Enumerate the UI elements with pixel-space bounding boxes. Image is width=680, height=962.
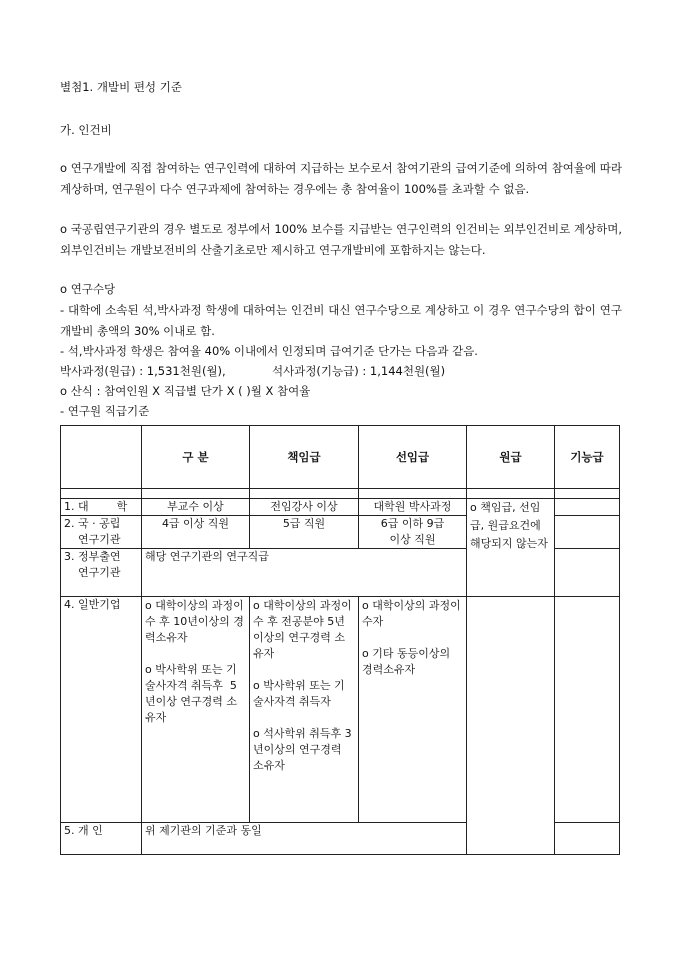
paragraph-participation: o 연구개발에 직접 참여하는 연구인력에 대하여 지급하는 보수로서 참여기관의 급여기준에 의하여 참여율에 따라 계상하며, 연구원이 다수 연구과제에 참여하는 경우에는 총 참여율이 100%를 초과할 수 없음. [60,161,622,196]
allowance-heading: o 연구수당 [60,282,116,296]
row-category: 3. 정부출연 연구기관 [61,549,142,597]
row-span-text: 해당 연구기관의 연구직급 [142,549,467,597]
row-associate-blank [467,597,555,855]
paragraph-external-labor: o 국공립연구기관의 경우 별도로 정부에서 100% 보수를 지급받는 연구인력의 인건비는 외부인건비로 계상하며, 외부인건비는 개발보전비의 산출기초로만 제시하고 연구개발비에 포함하지는 않는다. [60,222,622,257]
row-senior: o 대학이상의 과정이수 후 10년이상의 경력소유자 o 박사학위 또는 기술사자격 취득후 5년이상 연구경력 소유자 [142,597,250,823]
row-category: 5. 개 인 [61,823,142,855]
row-senior: 4급 이상 직원 [142,516,250,549]
row-category: 2. 국 · 공립 연구기관 [61,516,142,549]
row-span-text: 위 제기관의 기준과 동일 [142,823,467,855]
row-technician [555,823,620,855]
header-principal: 선임급 [359,426,467,489]
header-category: 구 분 [142,426,250,489]
row-principal: 5급 직원 [250,516,359,549]
table-row-company [61,597,620,823]
row-associate: 6급 이하 9급 이상 직원 [359,516,467,549]
row-associate: o 대학이상의 과정이수자 o 기타 동등이상의 경력소유자 [359,597,467,823]
paragraph-allowance: - 대학에 소속된 석,박사과정 학생에 대하여는 인건비 대신 연구수당으로 계상하고 이 경우 연구수당의 합이 연구개발비 총액의 30% 이내로 함. [60,303,622,338]
row-category: 1. 대 학 [61,499,142,516]
row-technician [555,597,620,823]
master-rate: 석사과정(기능급) : 1,144천원(월) [272,364,446,378]
row-technician [555,549,620,597]
rank-criteria-table [60,425,620,855]
row-technician [555,499,620,516]
junior-note: o 책임급, 선임급, 원급요건에 해당되지 않는자 [467,499,555,597]
row-category: 4. 일반기업 [61,597,142,823]
header-technician: 기능급 [555,426,620,489]
formula-line: o 산식 : 참여인원 X 직급별 단가 X ( )월 X 참여율 [60,384,311,398]
table-row-university [61,499,620,516]
row-technician [555,516,620,549]
row-principal: o 대학이상의 과정이수 후 전공분야 5년이상의 연구경력 소유자 o 박사학위 또는 기술사자격 취득자 o 석사학위 취득후 3년이상의 연구경력 소유자 [250,597,359,823]
row-senior: 부교수 이상 [142,499,250,516]
header-empty [61,426,142,489]
table-spacer-row [61,489,620,499]
appendix-title: 별첨1. 개발비 편성 기준 [60,80,182,94]
criteria-heading: - 연구원 직급기준 [60,404,150,418]
header-associate: 원급 [467,426,555,489]
table-header-row [61,426,620,489]
section-title: 가. 인건비 [60,123,112,137]
rate-line: - 석,박사과정 학생은 참여율 40% 이내에서 인정되며 급여기준 단가는 다음과 같음. [60,344,478,358]
row-principal: 전임강사 이상 [250,499,359,516]
header-senior: 책임급 [250,426,359,489]
phd-rate: 박사과정(원급) : 1,531천원(월), [60,364,226,378]
row-associate: 대학원 박사과정 [359,499,467,516]
